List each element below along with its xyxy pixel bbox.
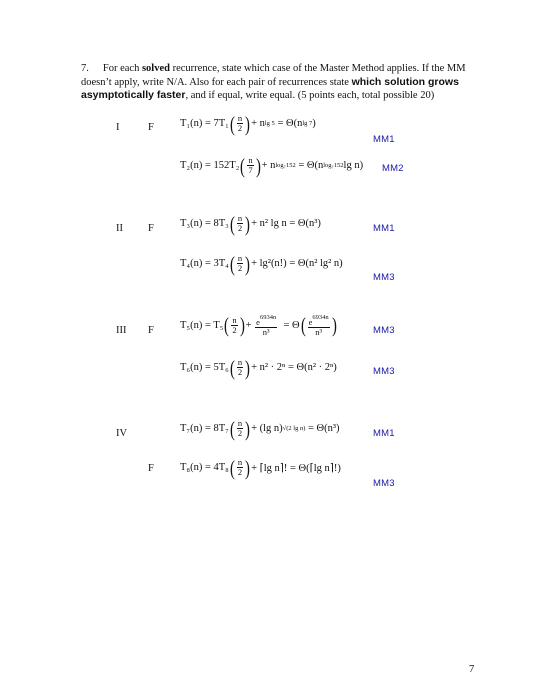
equation-1-lhs: T₁(n) = 7T₁ (180, 118, 229, 129)
question-bold-phrase: which solution grows asymptotically faster (81, 75, 459, 101)
group-letter-1: F (148, 122, 154, 133)
case-tag-2: MM2 (382, 163, 404, 174)
equation-8-frac-den: 2 (237, 467, 243, 477)
equation-4: T₄(n) = 3T₄ ( $\frac{n}{2}$ ) + lg²(n!) = Θ(n² lg² n) (180, 251, 343, 276)
equation-3-frac-den: 2 (237, 223, 243, 233)
equation-5: T₅(n) = T₅ ( $\frac{n}{2}$ ) + $\frac{e^{6934n}}{\text{n³}}$ = Θ ( $\frac{e^{6934n}}{\text{n³}}$ ) (180, 313, 337, 337)
equation-6-frac-num: n (237, 357, 243, 367)
equation-1-exponent: lg 5 (264, 120, 275, 127)
group-roman-4: IV (116, 428, 128, 439)
equation-3-lhs: T₃(n) = 8T₃ (180, 218, 229, 229)
equation-1: T₁(n) = 7T₁ ( $\frac{n}{2}$ ) + n lg 5 = Θ(n lg 7 ) (180, 111, 316, 136)
equation-8: T₈(n) = 4T₈ ( $\frac{n}{2}$ ) + ⌈lg n⌉! = Θ(⌈lg n⌉!) (180, 455, 341, 480)
equation-7-exponent: √(2 lg n) (282, 425, 306, 432)
equation-2-rhs: = Θ(n (298, 160, 324, 171)
equation-8-lhs: T₈(n) = 4T₈ (180, 462, 229, 473)
equation-4-frac-num: n (237, 253, 243, 263)
case-tag-6: MM3 (373, 366, 395, 377)
page-number: 7 (469, 664, 475, 675)
equation-2-frac-num: n (248, 155, 253, 165)
equation-2-lhs: T₂(n) = 152T₂ (180, 160, 240, 171)
group-roman-2: II (116, 223, 123, 234)
equation-5-lhs: T₅(n) = T₅ (180, 319, 224, 331)
equation-7-lhs: T₇(n) = 8T₇ (180, 423, 229, 434)
equation-8-rhs: = Θ(⌈lg n⌉!) (289, 462, 341, 474)
equation-1-rhs: = Θ(n (277, 118, 303, 129)
equation-4-frac-den: 2 (237, 263, 243, 273)
equation-7-frac-num: n (237, 418, 243, 428)
equation-5-rhs: = Θ (283, 319, 300, 331)
equation-7-rhs: = Θ(n³) (308, 423, 340, 434)
equation-8-frac-num: n (237, 457, 243, 467)
equation-2-rhs-end: lg n) (343, 160, 364, 171)
equation-5-rhs-exponent: 6934n (312, 314, 329, 321)
equation-5-frac-den: 2 (232, 324, 237, 335)
equation-5-term-base: e (256, 317, 260, 327)
equation-6: T₆(n) = 5T₆ ( $\frac{n}{2}$ ) + n² · 2ⁿ = Θ(n² · 2ⁿ) (180, 355, 337, 380)
case-tag-7: MM1 (373, 428, 395, 439)
case-tag-4: MM3 (373, 272, 395, 283)
equation-5-term-den: n³ (262, 327, 270, 337)
equation-1-term: + n (251, 118, 265, 129)
equation-2: T₂(n) = 152T₂ ( $\frac{n}{7}$ ) + n log₇152 = Θ(n log₇152 lg n) (180, 153, 364, 178)
equation-1-rhs-end: ) (312, 118, 316, 129)
question-text-part-1: For each (102, 63, 142, 74)
equation-8-term: + ⌈lg n⌉! (251, 462, 288, 474)
equation-5-rhs-den: n³ (315, 327, 323, 337)
equation-4-lhs: T₄(n) = 3T₄ (180, 258, 229, 269)
equation-3: T₃(n) = 8T₃ ( $\frac{n}{2}$ ) + n² lg n = Θ(n³) (180, 211, 321, 236)
equation-3-term: + n² lg n (251, 218, 287, 229)
case-tag-5: MM3 (373, 325, 395, 336)
equation-5-frac-num: n (232, 314, 237, 325)
group-letter-4: F (148, 463, 154, 474)
equation-5-rhs-base: e (308, 317, 313, 327)
equation-5-term-exponent: 6934n (259, 314, 277, 321)
question-text-part-3: , and if equal, write equal. (5 points each, total possible 20) (185, 90, 435, 101)
equation-4-term: + lg²(n!) (251, 258, 287, 269)
equation-2-exponent: log₇152 (275, 162, 296, 169)
question-text (81, 62, 481, 103)
equation-6-lhs: T₆(n) = 5T₆ (180, 362, 229, 373)
case-tag-1: MM1 (373, 134, 395, 145)
group-roman-1: I (116, 122, 120, 133)
equation-6-frac-den: 2 (237, 367, 243, 377)
equation-3-frac-num: n (237, 213, 243, 223)
group-roman-3: III (116, 325, 127, 336)
equation-1-frac-num: n (237, 113, 243, 123)
equation-1-frac-den: 2 (237, 123, 243, 133)
question-bold-solved: solved (141, 63, 170, 74)
equation-2-frac-den: 7 (248, 165, 253, 175)
question-text-part-2: recurrence, state which case of the Master Method applies. If the MM doesn’t apply, write N/A. Also for each pair of recurrences state (81, 63, 466, 88)
case-tag-3: MM1 (373, 223, 395, 234)
equation-2-term: + n (261, 160, 276, 171)
equation-1-rhs-exponent: lg 7 (302, 120, 313, 127)
equation-6-term: + n² · 2ⁿ (251, 362, 286, 373)
equation-3-rhs: = Θ(n³) (289, 218, 321, 229)
question-number: 7. (81, 63, 89, 74)
equation-7: T₇(n) = 8T₇ ( $\frac{n}{2}$ ) + (lg n) √(2 lg n) = Θ(n³) (180, 416, 340, 441)
equation-6-rhs: = Θ(n² · 2ⁿ) (287, 362, 337, 373)
equation-7-term: + (lg n) (251, 423, 283, 434)
group-letter-3: F (148, 325, 154, 336)
equation-4-rhs: = Θ(n² lg² n) (289, 258, 343, 269)
case-tag-8: MM3 (373, 478, 395, 489)
equation-2-rhs-exponent: log₇152 (323, 162, 344, 169)
group-letter-2: F (148, 223, 154, 234)
equation-7-frac-den: 2 (237, 428, 243, 438)
